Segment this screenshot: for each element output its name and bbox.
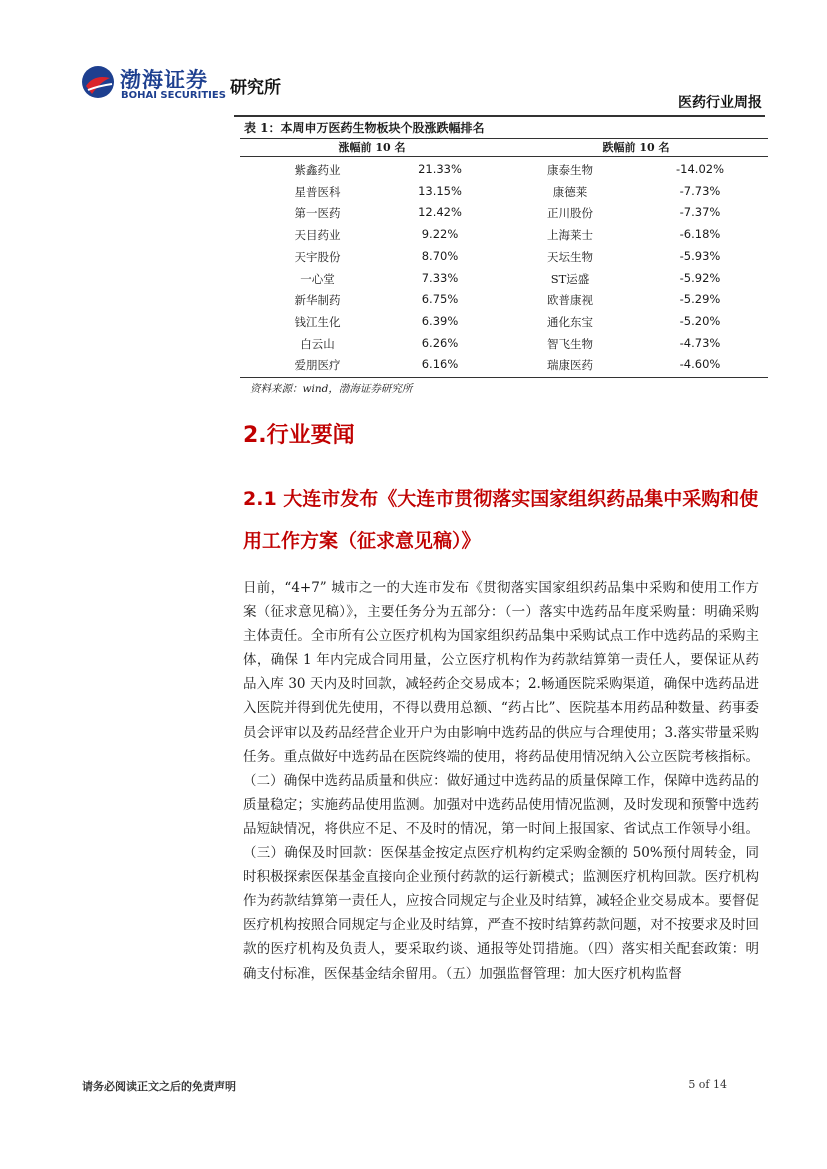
gainer-name: 紫鑫药业: [294, 163, 341, 177]
loss-pct: -5.20%: [679, 313, 721, 328]
loss-pct: -6.18%: [679, 227, 721, 242]
gain-pct: 9.22%: [421, 227, 459, 242]
gain-pct: 8.70%: [421, 248, 459, 263]
loss-pct: -5.29%: [679, 292, 721, 307]
brand-logo: [80, 62, 230, 106]
brand-name-cn: 渤海证券: [120, 68, 208, 92]
gainer-name: 新华制药: [294, 293, 341, 308]
news-body: 日前，“4+7” 城市之一的大连市发布《贯彻落实国家组织药品集中采购和使用工作方案（征求意见稿）》，主要任务分为五部分：（一）落实中选药品年度采购量：明确采购主体责任。全市所有公立医疗机构为国家组织药品集中采购试点工作中选药品的采购主体，确保 1 年内完成合同用量，公立医疗机构作为药款结算第一责任人，要保证从药品入库 30 天内及时回款，减轻药企交易成本；2.畅通医院采购渠道，确保中选药品进入医院并得到优先使用，不得以费用总额、“药占比”、医院基本用药品种数量、药事委员会评审以及药品经营企业开户为由影响中选药品的供应与合理使用；3.落实带量采购任务。重点做好中选药品在医院终端的使用，将药品使用情况纳入公立医院考核指标。（二）确保中选药品质量和供应：做好通过中选药品的质量保障工作，保障中选药品的质量稳定；实施药品使用监测。加强对中选药品使用情况监测，及时发现和预警中选药品短缺情况，将供应不足、不及时的情况，第一时间上报国家、省试点工作领导小组。（三）确保及时回款：医保基金按定点医疗机构约定采购金额的 50%预付周转金，同时积极探索医保基金直接向企业预付药款的运行新模式；监测医疗机构回款。医疗机构作为药款结算第一责任人，应按合同规定与企业及时结算，减轻企业交易成本。要督促医疗机构按照合同规定与企业及时结算，严查不按时结算药款问题，对不按要求及时回款的医疗机构及负责人，要采取约谈、通报等处罚措施。（四）落实相关配套政策：明确支付标准，医保基金结余留用。（五）加强监督管理：加大医疗机构监督: [243, 580, 759, 982]
gain-pct: 13.15%: [418, 183, 462, 198]
table-row: [240, 333, 768, 355]
gain-pct: 12.42%: [418, 205, 462, 220]
gainer-name: 白云山: [300, 336, 335, 351]
gain-pct: 6.26%: [421, 335, 459, 350]
table-row: [240, 202, 768, 224]
table-caption: 表 1：本周申万医药生物板块个股涨跌幅排名: [244, 121, 485, 135]
gain-pct: 6.39%: [421, 313, 459, 328]
loss-pct: -7.37%: [679, 205, 721, 220]
header-divider: [234, 115, 765, 117]
gainer-name: 第一医药: [294, 206, 341, 221]
institute-label: 研究所: [230, 78, 281, 98]
report-type: 医药行业周报: [678, 95, 762, 111]
table-row: [240, 246, 768, 268]
table-bottom-rule: [240, 377, 768, 378]
gainer-name: 天目药业: [294, 228, 341, 243]
table-row: [240, 354, 768, 376]
bohai-logo-icon: [80, 64, 116, 100]
table-header-rule: [240, 156, 768, 157]
table-source: 资料来源：wind，渤海证券研究所: [250, 383, 413, 395]
loser-name: 瑞康医药: [547, 358, 593, 373]
loser-name: 天坛生物: [547, 249, 593, 264]
gain-pct: 21.33%: [418, 162, 462, 176]
loser-name: 上海莱士: [547, 228, 593, 243]
table-row: [240, 224, 768, 246]
table-row: [240, 181, 768, 203]
subsection-heading: 2.1 大连市发布《大连市贯彻落实国家组织药品集中采购和使用工作方案（征求意见稿）》: [243, 488, 759, 552]
loser-name: 正川股份: [547, 206, 593, 221]
gainer-name: 一心堂: [300, 271, 335, 286]
gainer-name: 爱朋医疗: [294, 358, 341, 373]
loser-name: ST运盛: [550, 271, 590, 286]
gain-pct: 6.75%: [421, 292, 459, 307]
loser-name: 康德莱: [552, 184, 588, 199]
section-heading: 2.行业要闻: [243, 423, 355, 448]
gainer-name: 星普医科: [294, 184, 341, 199]
page-number: 5 of 14: [688, 1078, 727, 1091]
table-row: [240, 311, 768, 333]
loser-name: 通化东宝: [547, 314, 593, 329]
loss-pct: -4.60%: [679, 357, 721, 372]
table-row: [240, 289, 768, 311]
loser-name: 康泰生物: [547, 163, 593, 177]
table-row: [240, 268, 768, 290]
loser-name: 欧普康视: [547, 293, 593, 308]
loss-pct: -5.93%: [679, 248, 721, 263]
loss-top10-header: 跌幅前 10 名: [602, 141, 670, 154]
gain-top10-header: 涨幅前 10 名: [338, 141, 406, 154]
gainer-name: 钱江生化: [294, 314, 341, 329]
loss-pct: -4.73%: [679, 335, 721, 350]
gain-pct: 7.33%: [421, 270, 459, 285]
loss-pct: -14.02%: [676, 162, 724, 176]
gainer-name: 天宇股份: [294, 249, 341, 264]
loss-pct: -7.73%: [679, 183, 721, 198]
loser-name: 智飞生物: [547, 336, 593, 351]
brand-name-en: BOHAI SECURITIES: [121, 90, 226, 101]
table-row: [240, 159, 768, 181]
disclaimer-note: 请务必阅读正文之后的免责声明: [82, 1080, 236, 1093]
loss-pct: -5.92%: [679, 270, 721, 285]
gain-pct: 6.16%: [421, 357, 459, 372]
